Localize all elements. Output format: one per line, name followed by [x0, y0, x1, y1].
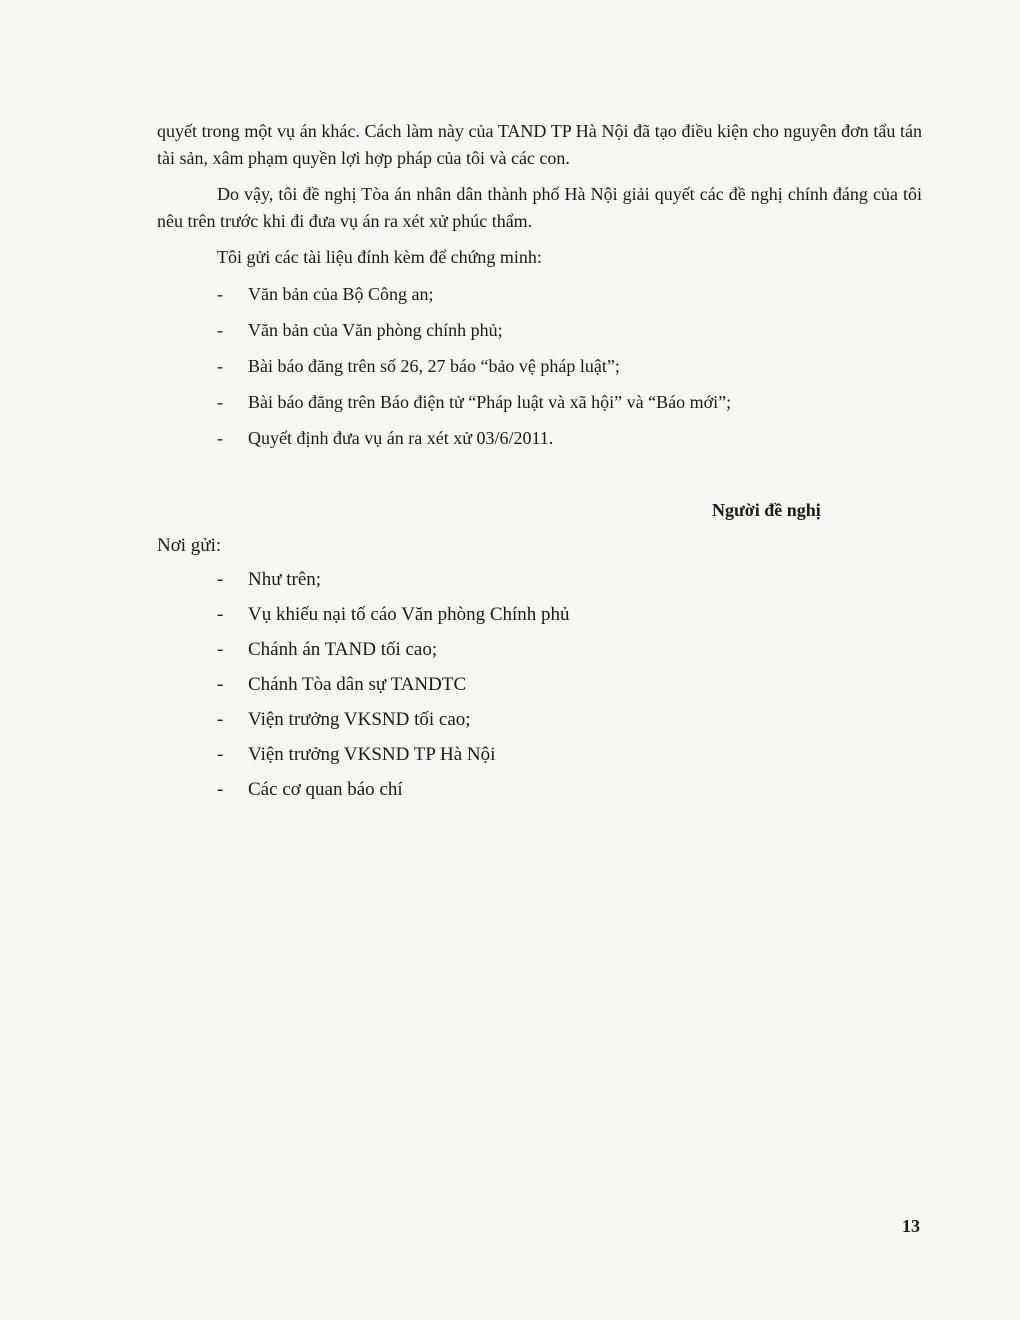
bullet-dash: -: [217, 639, 224, 660]
recipient-text: Như trên;: [248, 569, 322, 590]
recipients-label: Nơi gửi:: [157, 535, 222, 556]
page-number: 13: [902, 1216, 920, 1236]
bullet-dash: -: [217, 779, 224, 800]
bullet-dash: -: [217, 744, 224, 765]
bullet-dash: -: [217, 674, 224, 695]
attachment-text: Văn bản của Văn phòng chính phủ;: [248, 320, 503, 340]
attachment-text: Bài báo đăng trên Báo điện tử “Pháp luật và xã hội” và “Báo mới”;: [248, 392, 732, 412]
recipient-text: Các cơ quan báo chí: [248, 779, 403, 800]
attachment-text: Quyết định đưa vụ án ra xét xử 03/6/2011.: [248, 428, 554, 448]
bullet-dash: -: [217, 428, 223, 448]
bullet-dash: -: [217, 284, 223, 304]
recipient-text: Chánh án TAND tối cao;: [248, 639, 438, 660]
bullet-dash: -: [217, 356, 223, 376]
bullet-dash: -: [217, 604, 224, 625]
bullet-dash: -: [217, 569, 224, 590]
body-paragraph-1: quyết trong một vụ án khác. Cách làm này của TAND TP Hà Nội đã tạo điều kiện cho nguyên đơn tẩu tán tài sản, xâm phạm quyền lợi hợp pháp của tôi và các con.: [157, 121, 922, 168]
attachment-text: Bài báo đăng trên số 26, 27 báo “bảo vệ pháp luật”;: [248, 356, 620, 376]
bullet-dash: -: [217, 709, 224, 730]
recipient-text: Chánh Tòa dân sự TANDTC: [248, 674, 467, 695]
signer-label: Người đề nghị: [712, 500, 821, 520]
attachment-text: Văn bản của Bộ Công an;: [248, 284, 434, 304]
recipient-text: Vụ khiếu nại tố cáo Văn phòng Chính phủ: [248, 604, 570, 625]
bullet-dash: -: [217, 392, 223, 412]
recipient-text: Viện trưởng VKSND tối cao;: [248, 709, 471, 730]
recipient-text: Viện trưởng VKSND TP Hà Nội: [248, 744, 496, 765]
body-paragraph-2: Do vậy, tôi đề nghị Tòa án nhân dân thành phố Hà Nội giải quyết các đề nghị chính đáng của tôi nêu trên trước khi đi đưa vụ án ra xét xử phúc thẩm.: [157, 184, 922, 231]
attachments-intro: Tôi gửi các tài liệu đính kèm để chứng minh:: [217, 247, 542, 267]
bullet-dash: -: [217, 320, 223, 340]
